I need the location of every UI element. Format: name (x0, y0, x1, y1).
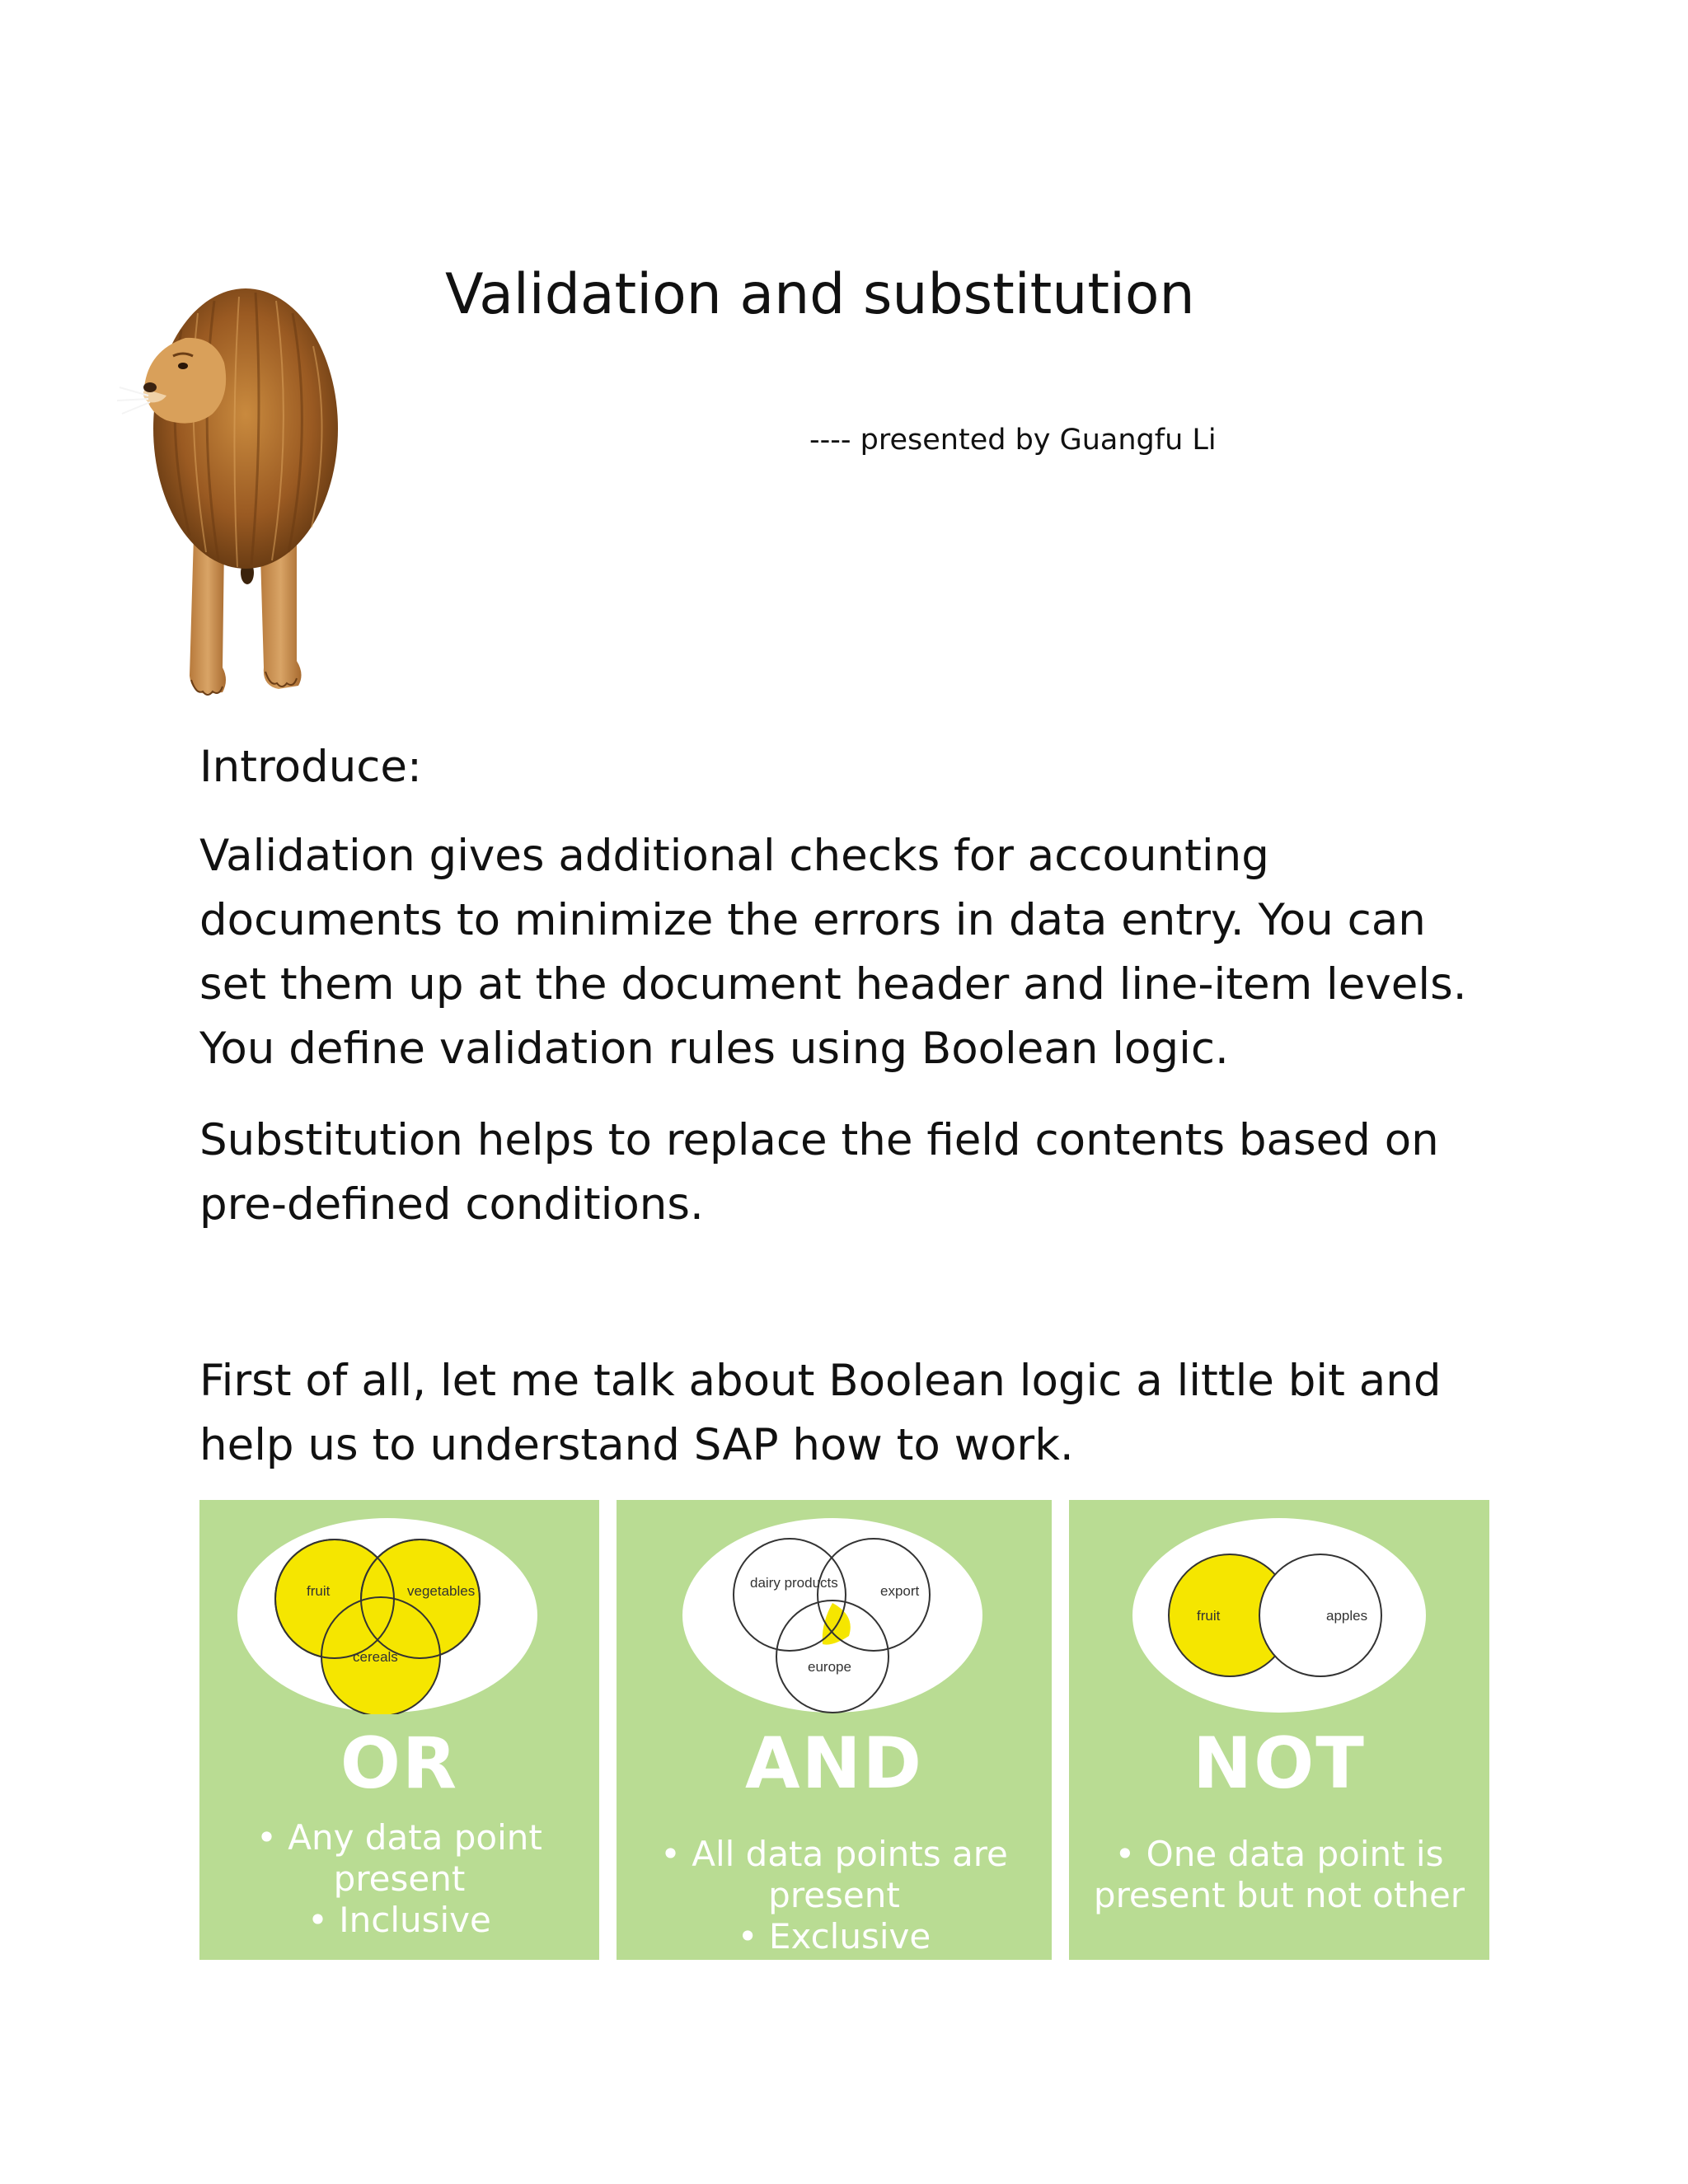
lion-illustration (115, 264, 363, 709)
not-circle-label: fruit (1197, 1608, 1221, 1624)
not-venn-diagram (1069, 1500, 1489, 1714)
and-bullet: • Exclusive (737, 1916, 931, 1957)
and-panel (617, 1500, 1052, 1960)
presenter-byline: ---- presented by Guangfu Li (809, 424, 1217, 457)
substitution-paragraph: Substitution helps to replace the field contents based on pre-defined conditions. (199, 1115, 1439, 1230)
and-circle-label: dairy products (750, 1575, 838, 1591)
and-venn-diagram (617, 1500, 1052, 1714)
and-circle-label: europe (808, 1659, 851, 1675)
and-bullet: • All data points are present (660, 1834, 1008, 1915)
document-title: Validation and substitution (445, 262, 1195, 327)
not-operator-label: NOT (1193, 1722, 1366, 1805)
not-bullet-list (1069, 1834, 1489, 1916)
or-operator-label: OR (340, 1722, 459, 1805)
and-bullet-list (617, 1834, 1052, 1957)
or-bullet: • Any data point present (256, 1817, 542, 1899)
and-circle-label: export (880, 1583, 920, 1599)
and-operator-label: AND (745, 1722, 923, 1805)
or-panel (199, 1500, 599, 1960)
boolean-venn-figure (199, 1500, 1489, 1960)
or-bullet: • Inclusive (307, 1900, 491, 1940)
validation-paragraph: Validation gives additional checks for accounting documents to minimize the errors in data entry. You can set them up at the document header and line-item levels. You define validation rules using Boolean logic. (199, 831, 1467, 1074)
or-venn-diagram (199, 1500, 599, 1714)
or-circle-label: fruit (307, 1583, 331, 1599)
or-circle-label: cereals (353, 1649, 398, 1665)
not-circle-label: apples (1326, 1608, 1368, 1624)
or-circle-label: vegetables (407, 1583, 476, 1599)
boolean-logic-paragraph: First of all, let me talk about Boolean logic a little bit and help us to understand SAP how to work. (199, 1356, 1442, 1470)
not-bullet: • One data point is present but not other (1093, 1834, 1465, 1915)
or-bullet-list (199, 1817, 599, 1941)
not-panel (1069, 1500, 1489, 1960)
introduce-heading: Introduce: (199, 742, 422, 792)
